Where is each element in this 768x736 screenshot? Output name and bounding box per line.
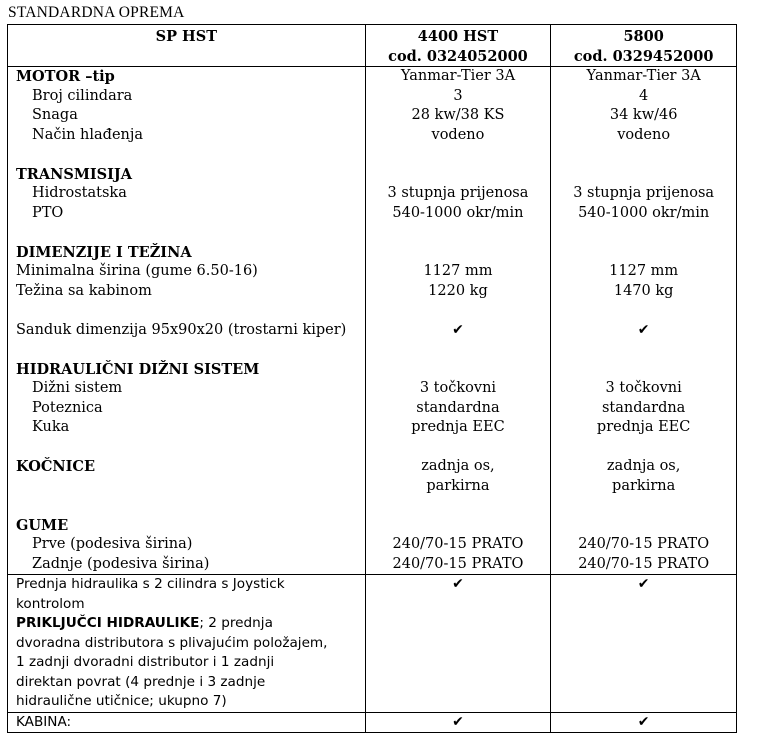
front-tires-4400: 240/70-15 PRATO	[392, 536, 524, 552]
rear-tires-label: Zadnje (podesiva širina)	[32, 555, 210, 572]
table-row-specs	[8, 67, 737, 575]
lift-5800: 3 točkovni	[605, 380, 682, 396]
table-row-cabin	[8, 712, 737, 733]
header-5800-title: 5800	[623, 28, 664, 45]
hydro-4400: 3 stupnja prijenosa	[387, 185, 529, 201]
connections-text-5: hidraulične utičnice; ukupno 7)	[16, 693, 227, 709]
hydraulics-check-5800: ✔	[637, 576, 650, 592]
brakes-4400-line2: parkirna	[426, 477, 490, 494]
rear-tires-5800: 240/70-15 PRATO	[578, 555, 710, 572]
cabin-5800	[551, 712, 737, 733]
connections-title: PRIKLJUČCI HIDRAULIKE	[16, 615, 200, 631]
width-label: Minimalna širina (gume 6.50-16)	[16, 263, 258, 279]
hook-label: Kuka	[32, 419, 70, 435]
pto-4400: 540-1000 okr/min	[392, 204, 524, 221]
front-hydraulics-line1: Prednja hidraulika s 2 cilindra s Joystick	[16, 576, 285, 592]
header-4400-code: cod. 0324052000	[388, 47, 528, 65]
spec-values-4400	[365, 67, 551, 575]
header-model-name: SP HST	[8, 25, 366, 67]
hydro-label: Hidrostatska	[32, 185, 127, 201]
lift-4400: 3 točkovni	[419, 380, 497, 396]
tires-title: GUME	[16, 516, 69, 534]
cabin-4400	[365, 712, 551, 733]
box-check-4400: ✔	[452, 321, 464, 338]
width-4400: 1127 mm	[423, 263, 493, 279]
hydraulics-4400	[365, 575, 551, 713]
power-5800: 34 kw/46	[609, 107, 678, 123]
pull-5800: standardna	[601, 399, 686, 416]
equipment-table	[7, 24, 737, 733]
header-5800-code: cod. 0329452000	[573, 47, 714, 65]
brakes-5800-line2: parkirna	[612, 477, 676, 494]
spec-values-5800	[551, 67, 737, 575]
table-row-hydraulics	[8, 575, 737, 713]
hitch-title: HIDRAULIČNI DIŽNI SISTEM	[16, 360, 260, 378]
box-check-5800: ✔	[637, 321, 650, 338]
cylinders-label: Broj cilindara	[32, 87, 133, 104]
connections-text-3: 1 zadnji dvoradni distributor i 1 zadnji	[16, 654, 275, 670]
front-tires-5800: 240/70-15 PRATO	[578, 536, 710, 552]
cylinders-5800: 4	[639, 87, 649, 104]
cooling-4400: vodeno	[431, 126, 485, 143]
brakes-4400-line1: zadnja os,	[421, 458, 495, 474]
pull-label: Poteznica	[32, 399, 103, 416]
transmission-title: TRANSMISIJA	[16, 165, 133, 183]
brakes-title: KOČNICE	[16, 458, 96, 475]
hook-5800: prednja EEC	[596, 419, 691, 435]
weight-label: Težina sa kabinom	[16, 282, 152, 299]
front-hydraulics-line2: kontrolom	[16, 595, 85, 612]
front-tires-label: Prve (podesiva širina)	[32, 536, 193, 552]
section-caption: STANDARDNA OPREMA	[8, 4, 185, 21]
hydraulics-check-4400: ✔	[452, 576, 464, 592]
header-5800	[551, 25, 737, 67]
power-4400: 28 kw/38 KS	[411, 107, 505, 123]
power-label: Snaga	[32, 107, 78, 123]
motor-title: MOTOR –tip	[16, 68, 115, 85]
hook-4400: prednja EEC	[411, 419, 505, 435]
table-header-row	[8, 25, 737, 67]
pto-label: PTO	[32, 204, 64, 221]
cabin-label-cell	[8, 712, 366, 733]
weight-4400: 1220 kg	[428, 282, 488, 299]
brakes-5800-line1: zadnja os,	[606, 458, 681, 474]
header-4400	[365, 25, 551, 67]
cooling-label: Način hlađenja	[32, 126, 144, 143]
cabin-label: KABINA:	[16, 713, 72, 730]
pull-4400: standardna	[416, 399, 500, 416]
hydraulics-5800	[551, 575, 737, 713]
hydro-5800: 3 stupnja prijenosa	[573, 185, 715, 201]
weight-5800: 1470 kg	[613, 282, 674, 299]
lift-label: Dižni sistem	[32, 380, 123, 396]
cabin-check-5800: ✔	[637, 713, 650, 730]
motor-type-4400: Yanmar-Tier 3A	[400, 68, 516, 84]
cabin-check-4400: ✔	[452, 713, 464, 730]
connections-text-4: direktan povrat (4 prednje i 3 zadnje	[16, 673, 266, 690]
header-4400-title: 4400 HST	[417, 28, 499, 45]
motor-type-5800: Yanmar-Tier 3A	[586, 68, 701, 84]
connections-text-2: dvoradna distributora s plivajućim položajem,	[16, 634, 328, 651]
box-label: Sanduk dimenzija 95x90x20 (trostarni kiper)	[16, 321, 347, 338]
cylinders-4400: 3	[453, 87, 463, 104]
connections-text-1: ; 2 prednja	[199, 615, 273, 631]
cooling-5800: vodeno	[617, 126, 671, 143]
hydraulics-description	[8, 575, 366, 713]
dimensions-title: DIMENZIJE I TEŽINA	[16, 243, 192, 261]
pto-5800: 540-1000 okr/min	[578, 204, 710, 221]
rear-tires-4400: 240/70-15 PRATO	[392, 555, 524, 572]
width-5800: 1127 mm	[609, 263, 679, 279]
spec-labels	[8, 67, 366, 575]
